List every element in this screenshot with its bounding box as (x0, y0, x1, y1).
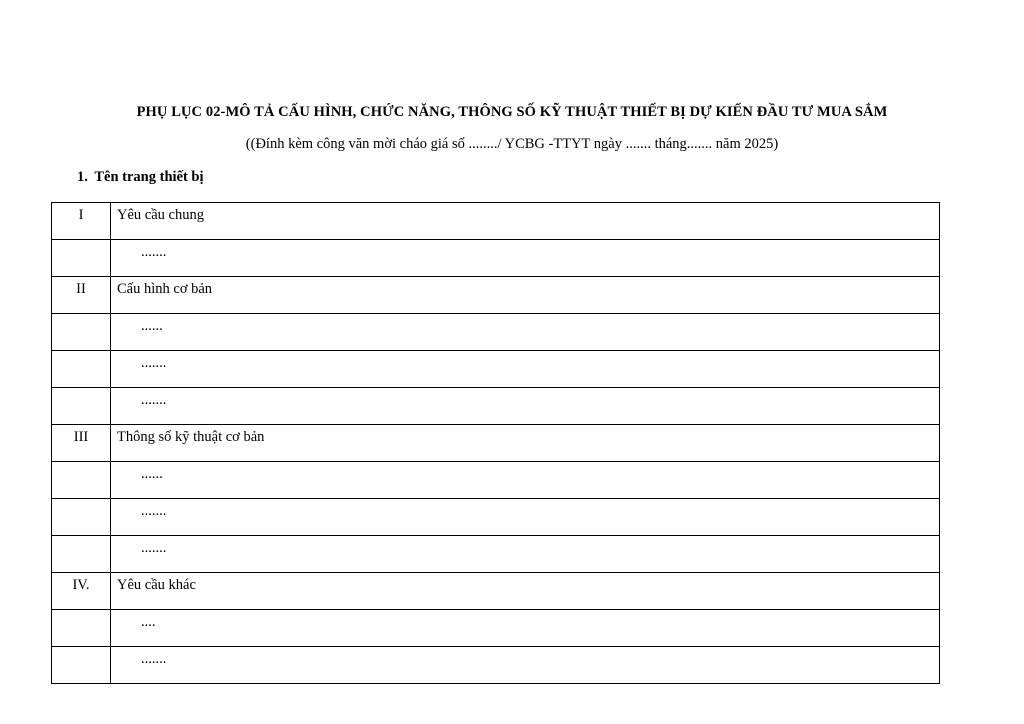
table-row (52, 351, 940, 388)
table-row (52, 277, 940, 314)
row-text: Cấu hình cơ bản (111, 277, 940, 314)
row-text: Thông số kỹ thuật cơ bản (111, 425, 940, 462)
table-row (52, 573, 940, 610)
row-number: IV. (52, 573, 111, 610)
row-number (52, 388, 111, 425)
row-number: II (52, 277, 111, 314)
row-number (52, 499, 111, 536)
row-text: .... (111, 610, 940, 647)
document-subtitle: ((Đính kèm công văn mời cháo giá số ......../ YCBG -TTYT ngày ....... tháng....... năm 2025) (245, 136, 779, 152)
row-text: ....... (111, 647, 940, 684)
table-row (52, 499, 940, 536)
table-row (52, 425, 940, 462)
table-row (52, 388, 940, 425)
table-row (52, 203, 940, 240)
row-number (52, 240, 111, 277)
section-label: Tên trang thiết bị (94, 169, 204, 185)
row-text: ...... (111, 462, 940, 499)
row-text: ....... (111, 240, 940, 277)
row-text: ...... (111, 314, 940, 351)
table-row (52, 462, 940, 499)
row-text: ....... (111, 499, 940, 536)
row-text: ....... (111, 388, 940, 425)
table-row (52, 610, 940, 647)
row-number (52, 462, 111, 499)
row-text: Yêu cầu chung (111, 203, 940, 240)
table-row (52, 240, 940, 277)
row-text: ....... (111, 536, 940, 573)
row-text: ....... (111, 351, 940, 388)
row-number (52, 610, 111, 647)
row-number (52, 351, 111, 388)
row-number: I (52, 203, 111, 240)
row-text: Yêu cầu khác (111, 573, 940, 610)
specification-table (51, 202, 940, 684)
row-number: III (52, 425, 111, 462)
table-row (52, 314, 940, 351)
document-title: PHỤ LỤC 02-MÔ TẢ CẤU HÌNH, CHỨC NĂNG, THÔNG SỐ KỸ THUẬT THIẾT BỊ DỰ KIẾN ĐẦU TƯ MUA SẮM (136, 104, 888, 120)
table-row (52, 536, 940, 573)
table-row (52, 647, 940, 684)
row-number (52, 536, 111, 573)
section-number: 1. (77, 169, 88, 185)
row-number (52, 647, 111, 684)
row-number (52, 314, 111, 351)
section-heading (77, 169, 204, 186)
